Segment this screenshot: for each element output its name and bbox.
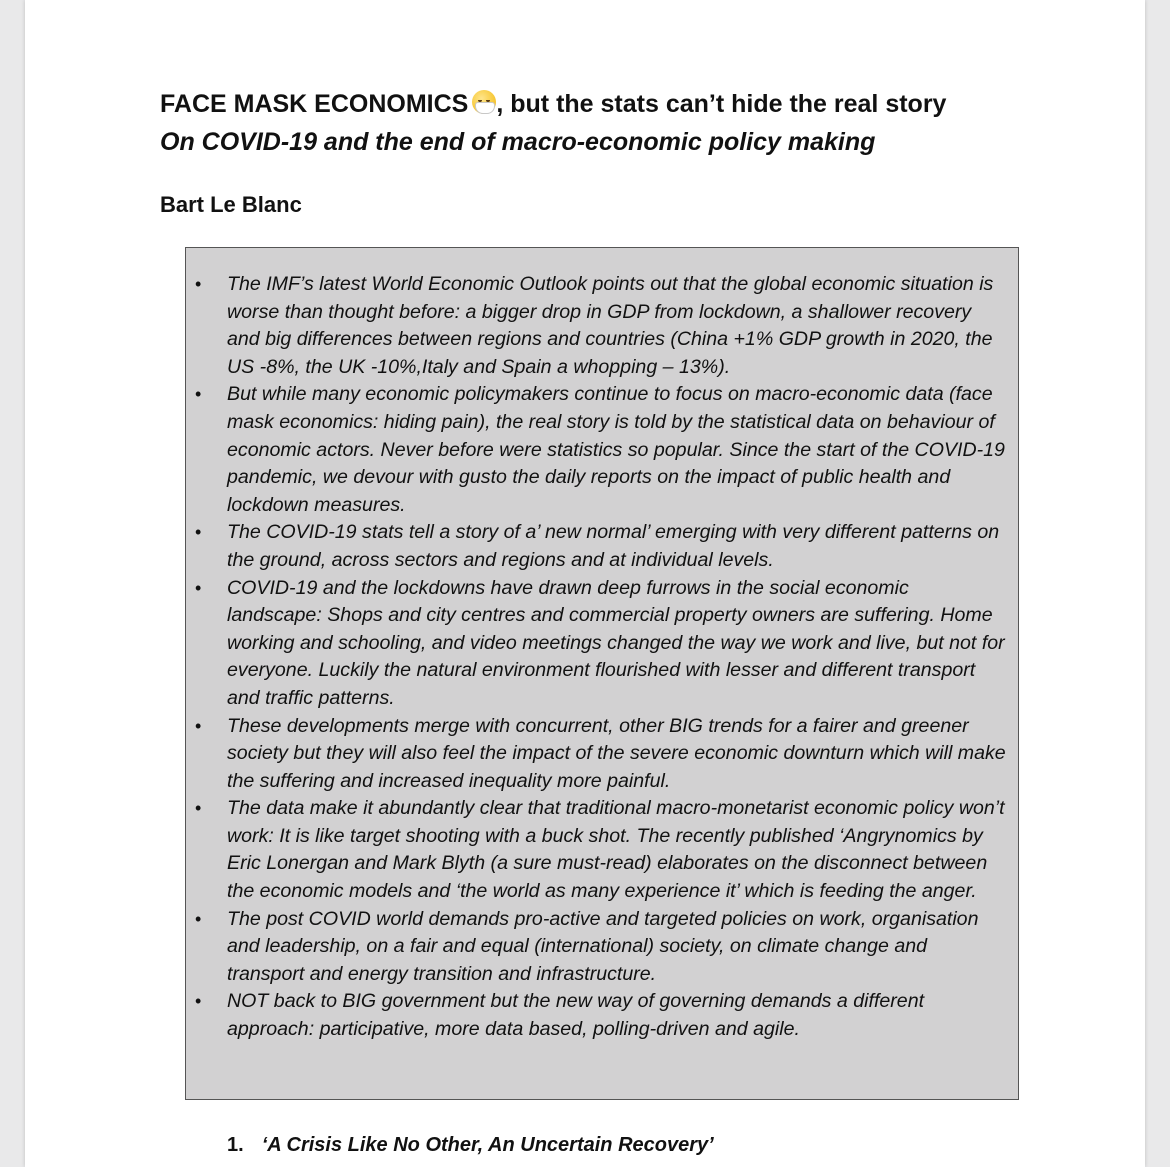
summary-item-text: These developments merge with concurrent, other BIG trends for a fairer and greener society but they will also feel the impact of the severe economic downturn which will make the suffering and increased inequality more painful. bbox=[227, 714, 1006, 792]
summary-item bbox=[186, 906, 1008, 989]
document-title bbox=[160, 86, 946, 122]
document-subtitle: On COVID-19 and the end of macro-economic policy making bbox=[160, 128, 876, 156]
bullet-icon: • bbox=[195, 908, 202, 929]
title-suffix: , but the stats can’t hide the real story bbox=[496, 90, 947, 118]
summary-item bbox=[186, 575, 1008, 713]
summary-list bbox=[186, 248, 1018, 1044]
section-number: 1. bbox=[227, 1134, 244, 1156]
summary-item-text: COVID-19 and the lockdowns have drawn deep furrows in the social economic landscape: Shops and city centres and commercial property owners are suffering. Home working and schooling, and video meetings changed the way we work and live, but not for everyone. Luckily the natural environment flourished with lesser and different transport and traffic patterns. bbox=[227, 576, 1005, 709]
bullet-icon: • bbox=[195, 577, 202, 598]
summary-box bbox=[185, 247, 1019, 1100]
title-text: FACE MASK ECONOMICS bbox=[160, 90, 469, 118]
summary-item bbox=[186, 271, 1008, 381]
summary-item-text: NOT back to BIG government but the new way of governing demands a different approach: participative, more data based, polling-driven and agile. bbox=[227, 990, 925, 1041]
section-title: ‘A Crisis Like No Other, An Uncertain Recovery’ bbox=[261, 1134, 714, 1156]
bullet-icon: • bbox=[195, 274, 202, 294]
bullet-icon: • bbox=[195, 522, 202, 543]
summary-item bbox=[186, 988, 1008, 1043]
bullet-icon: • bbox=[195, 384, 202, 405]
bullet-icon: • bbox=[195, 715, 202, 736]
summary-item bbox=[186, 381, 1008, 519]
summary-item-text: But while many economic policymakers continue to focus on macro-economic data (face mask economics: hiding pain), the real story is told by the statistical data on behaviour of economic actors. Never before were statistics so popular. Since the start of the COVID-19 pandemic, we devour with gusto the daily reports on the impact of public health and lockdown measures. bbox=[227, 383, 1005, 516]
document-page bbox=[25, 0, 1145, 1167]
summary-item bbox=[186, 713, 1008, 796]
summary-item-text: The COVID-19 stats tell a story of a’ new normal’ emerging with very different patterns on the ground, across sectors and regions and at individual levels. bbox=[227, 521, 1000, 571]
bullet-icon: • bbox=[195, 991, 202, 1012]
author-name: Bart Le Blanc bbox=[160, 192, 302, 217]
summary-item bbox=[186, 519, 1008, 574]
summary-item-text: The post COVID world demands pro-active and targeted policies on work, organisation and leadership, on a fair and equal (international) society, on climate change and transport and energy transition and infrastructure. bbox=[227, 907, 979, 985]
summary-item-text: The data make it abundantly clear that traditional macro-monetarist economic policy won’t work: It is like target shooting with a buck shot. The recently published ‘Angrynomics by Eric Lonergan and Mark Blyth (a sure must-read) elaborates on the disconnect between the economic models and ‘the world as many experience it’ which is feeding the anger. bbox=[227, 797, 1005, 903]
summary-item bbox=[186, 795, 1008, 905]
face-mask-emoji-icon bbox=[472, 90, 496, 114]
section-heading bbox=[227, 1131, 714, 1159]
summary-item-text: The IMF’s latest World Economic Outlook points out that the global economic situation is worse than thought before: a bigger drop in GDP from lockdown, a shallower recovery and big differences between regions and countries (China +1% GDP growth in 2020, the US -8%, the UK -10%,Italy and Spain a whopping – 13%). bbox=[227, 273, 994, 378]
bullet-icon: • bbox=[195, 798, 202, 819]
